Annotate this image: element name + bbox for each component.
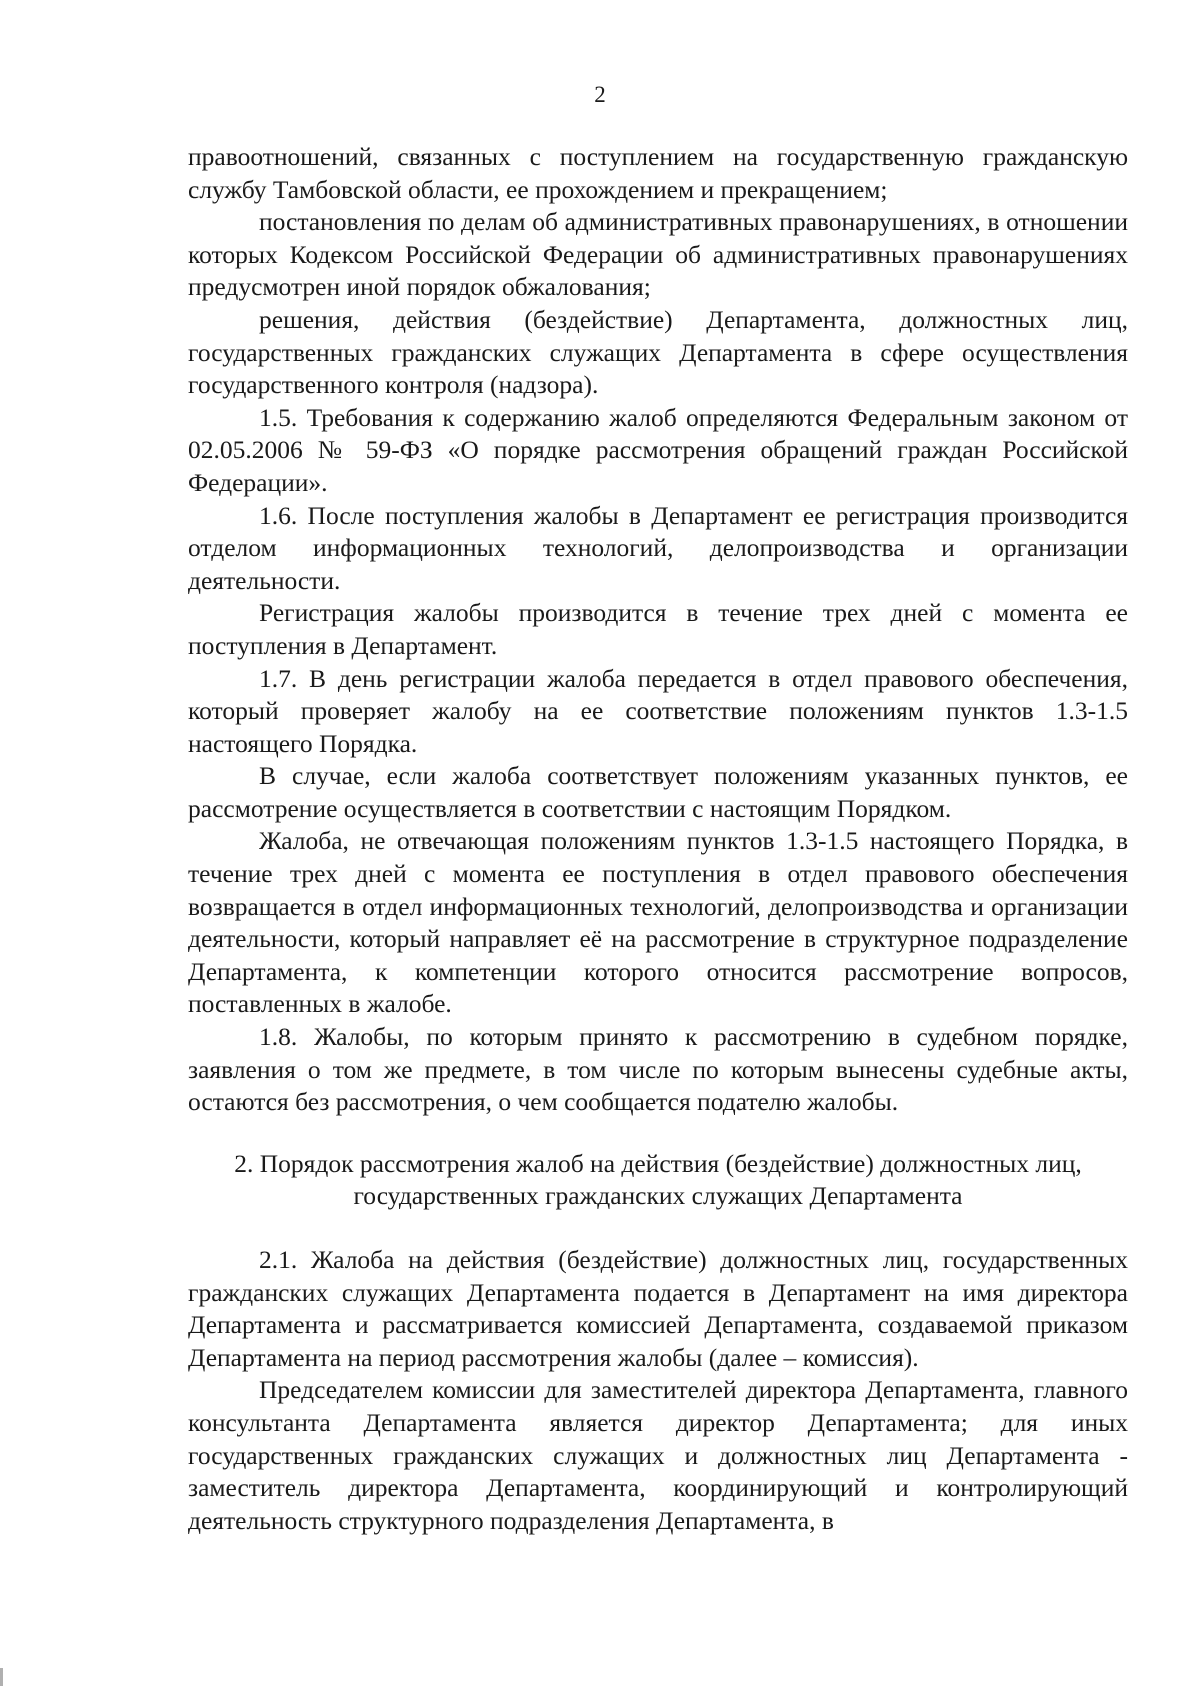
- page-number: 2: [594, 82, 606, 107]
- paragraph: 1.6. После поступления жалобы в Департамент ее регистрация производится отделом информационных технологий, делопроизводства и организации деятельности.: [188, 500, 1128, 595]
- paragraph: 1.8. Жалобы, по которым принято к рассмотрению в судебном порядке, заявления о том же предмете, в том числе по которым вынесены судебные акты, остаются без рассмотрения, о чем сообщается подателю жалобы.: [188, 1022, 1128, 1117]
- paragraph: правоотношений, связанных с поступлением на государственную гражданскую службу Тамбовской области, ее прохождением и прекращением;: [188, 142, 1128, 204]
- paragraph: решения, действия (бездействие) Департамента, должностных лиц, государственных гражданских служащих Департамента в сфере осуществления государственного контроля (надзора).: [188, 304, 1128, 400]
- document-body: [188, 141, 1128, 1537]
- section-heading: [188, 1148, 1128, 1213]
- paragraph: Жалоба, не отвечающая положениям пунктов 1.3-1.5 настоящего Порядка, в течение трех дней с момента ее поступления в отдел правового обеспечения возвращается в отдел информационных технологий, делопроизводства и организации деятельности, который направляет её на рассмотрение в структурное подразделение Департамента, к компетенции которого относится рассмотрение вопросов, поставленных в жалобе.: [188, 826, 1128, 1019]
- section-heading-line: 2. Порядок рассмотрения жалоб на действия (бездействие) должностных лиц,: [234, 1148, 1082, 1178]
- paragraphs-before-heading: [188, 141, 1128, 1119]
- paragraph: Регистрация жалобы производится в течение трех дней с момента ее поступления в Департамент.: [188, 598, 1128, 660]
- paragraph: 1.5. Требования к содержанию жалоб определяются Федеральным законом от 02.05.2006 № 59-ФЗ «О порядке рассмотрения обращений граждан Российской Федерации».: [188, 402, 1128, 497]
- paragraph: Председателем комиссии для заместителей директора Департамента, главного консультанта Департамента является директор Департамента; для иных государственных гражданских служащих и должностных лиц Департамента - заместитель директора Департамента, координирующий и контролирующий деятельность структурного подразделения Департамента, в: [188, 1375, 1128, 1535]
- paragraph: 1.7. В день регистрации жалоба передается в отдел правового обеспечения, который проверяет жалобу на ее соответствие положениям пунктов 1.3-1.5 настоящего Порядка.: [188, 663, 1128, 758]
- paragraphs-after-heading: [188, 1244, 1128, 1537]
- paragraph: В случае, если жалоба соответствует положениям указанных пунктов, ее рассмотрение осуществляется в соответствии с настоящим Порядком.: [188, 761, 1128, 823]
- paragraph: 2.1. Жалоба на действия (бездействие) должностных лиц, государственных гражданских служащих Департамента подается в Департамент на имя директора Департамента и рассматривается комиссией Департамента, создаваемой приказом Департамента на период рассмотрения жалобы (далее – комиссия).: [188, 1245, 1128, 1372]
- scan-edge-mark: [0, 1668, 3, 1686]
- section-heading-line: государственных гражданских служащих Департамента: [353, 1181, 963, 1211]
- paragraph: постановления по делам об административных правонарушениях, в отношении которых Кодексом Российской Федерации об административных правонарушениях предусмотрен иной порядок обжалования;: [188, 207, 1128, 302]
